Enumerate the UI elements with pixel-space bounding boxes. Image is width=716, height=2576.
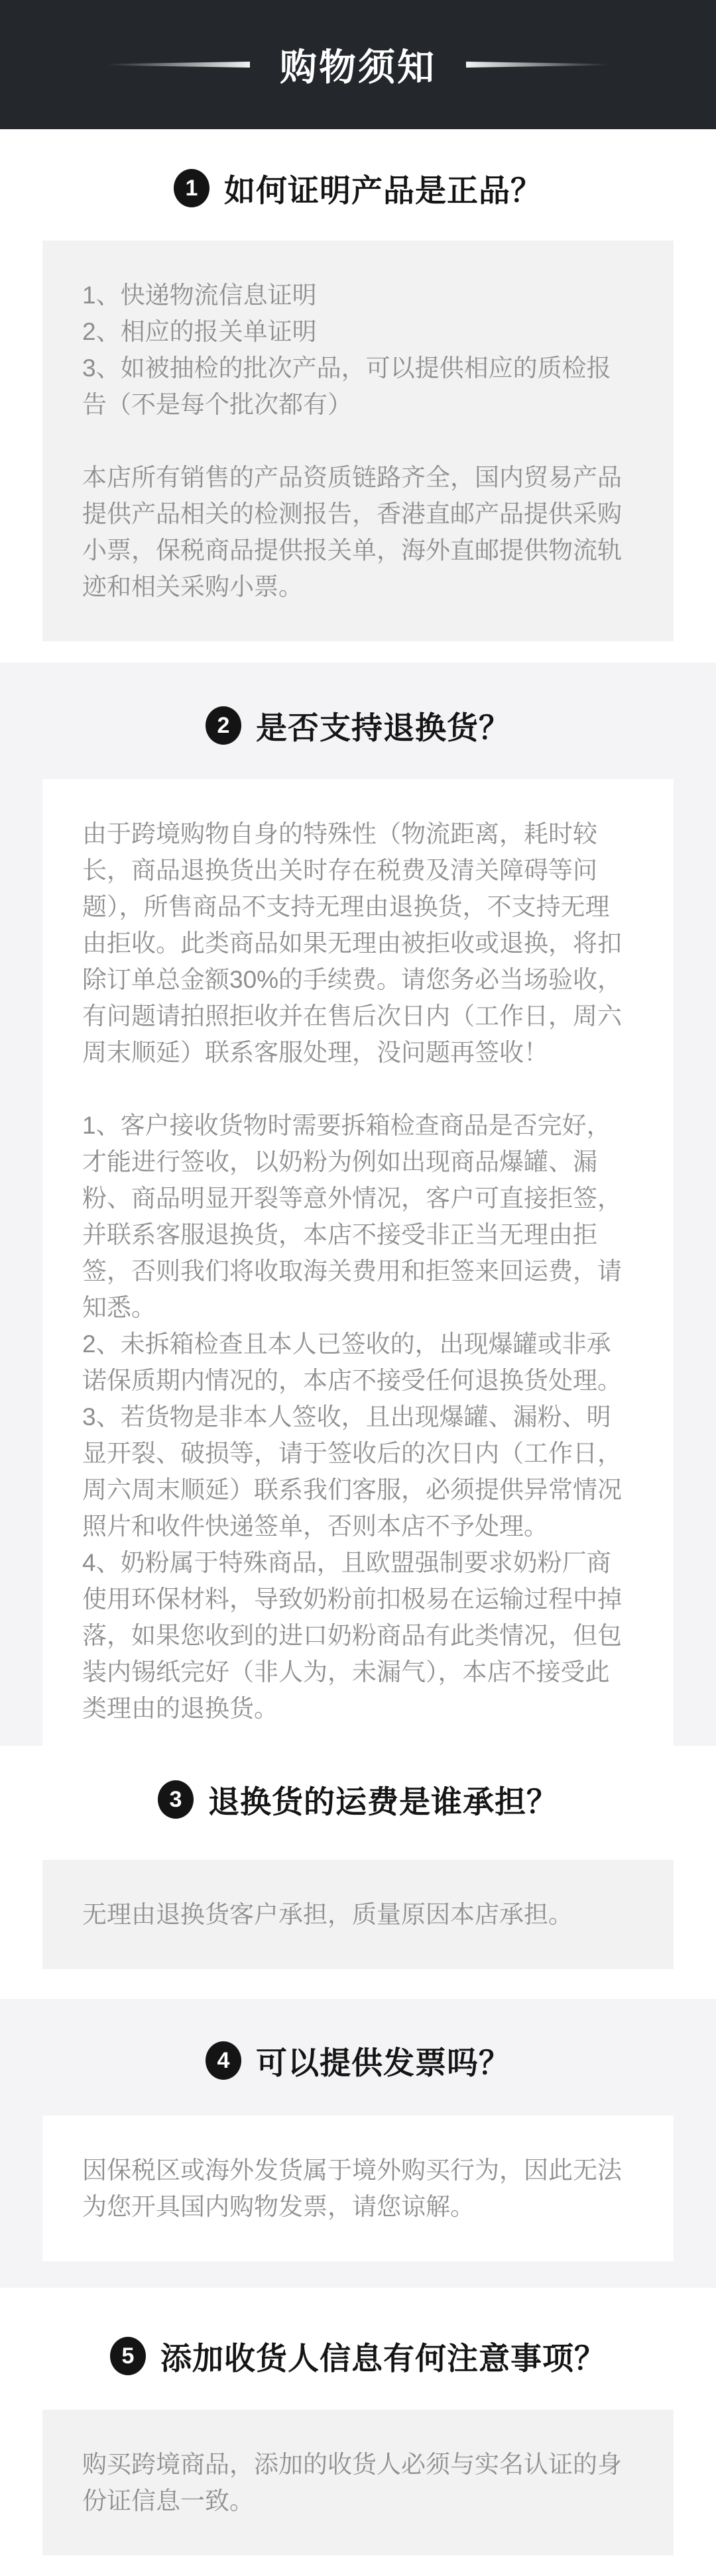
- answer-box: [42, 779, 674, 1746]
- paragraph-spacer: [82, 423, 634, 459]
- section-authenticity: [0, 129, 716, 663]
- question-heading: [0, 1779, 716, 1820]
- section-returns: [0, 663, 716, 1746]
- decorative-line-left: [107, 62, 250, 68]
- question-text: 如何证明产品是正品？: [224, 172, 542, 208]
- answer-paragraph: 4、奶粉属于特殊商品，且欧盟强制要求奶粉厂商使用环保材料，导致奶粉前扣极易在运输过程中掉落，如果您收到的进口奶粉商品有此类情况，但包装内锡纸完好（非人为，未漏气），本店不接受此类理由的退换货。: [82, 1549, 622, 1722]
- number-badge: 4: [206, 2041, 241, 2080]
- section-invoice: [0, 1999, 716, 2288]
- number-badge: 5: [110, 2337, 146, 2375]
- question-text: 是否支持退换货？: [256, 710, 510, 745]
- answer-paragraph: 2、未拆箱检查且本人已签收的，出现爆罐或非承诺保质期内情况的，本店不接受任何退换货处理。: [82, 1330, 622, 1394]
- question-heading: [0, 705, 716, 746]
- answer-paragraph: 本店所有销售的产品资质链路齐全，国内贸易产品提供产品相关的检测报告，香港直邮产品提供采购小票，保税商品提供报关单，海外直邮提供物流轨迹和相关采购小票。: [82, 464, 622, 600]
- answer-paragraph: 因保税区或海外发货属于境外购买行为，因此无法为您开具国内购物发票，请您谅解。: [82, 2157, 622, 2220]
- question-text: 添加收货人信息有何注意事项？: [160, 2340, 606, 2376]
- answer-box: [42, 2410, 674, 2555]
- answer-paragraph: 3、如被抽检的批次产品，可以提供相应的质检报告（不是每个批次都有）: [82, 354, 611, 418]
- answer-paragraph: 1、客户接收货物时需要拆箱检查商品是否完好，才能进行签收，以奶粉为例如出现商品爆罐、漏粉、商品明显开裂等意外情况，客户可直接拒签，并联系客服退换货，本店不接受非正当无理由拒签，否则我们将收取海关费用和拒签来回运费，请知悉。: [82, 1112, 622, 1321]
- decorative-line-right: [466, 62, 609, 68]
- question-heading: [0, 2040, 716, 2081]
- answer-box: [42, 2116, 674, 2261]
- section-recipient-info: [0, 2288, 716, 2576]
- answer-paragraph: 由于跨境购物自身的特殊性（物流距离，耗时较长，商品退换货出关时存在税费及清关障碍等问题），所售商品不支持无理由退换货，不支持无理由拒收。此类商品如果无理由被拒收或退换，将扣除订单总金额30%的手续费。请您务必当场验收，有问题请拍照拒收并在售后次日内（工作日，周六周末顺延）联系客服处理，没问题再签收！: [82, 820, 623, 1066]
- question-heading: [0, 168, 716, 209]
- answer-box: [42, 1860, 674, 1969]
- answer-paragraph: 购买跨境商品，添加的收货人必须与实名认证的身份证信息一致。: [82, 2451, 622, 2514]
- question-text: 可以提供发票吗？: [256, 2045, 510, 2080]
- paragraph-spacer: [82, 1071, 634, 1107]
- number-badge: 2: [206, 706, 241, 745]
- answer-paragraph: 3、若货物是非本人签收，且出现爆罐、漏粉、明显开裂、破损等，请于签收后的次日内（工作日，周六周末顺延）联系我们客服，必须提供异常情况照片和收件快递签单，否则本店不予处理。: [82, 1403, 622, 1540]
- section-shipping-fee: [0, 1746, 716, 1999]
- answer-paragraph: 1、快递物流信息证明: [82, 282, 317, 309]
- number-badge: 3: [158, 1780, 194, 1819]
- answer-paragraph: 无理由退换货客户承担，质量原因本店承担。: [82, 1901, 573, 1928]
- page-title: 购物须知: [280, 46, 436, 88]
- answer-paragraph: 2、相应的报关单证明: [82, 318, 317, 345]
- page-header: [0, 0, 716, 129]
- answer-box: [42, 241, 674, 641]
- question-heading: [0, 2335, 716, 2377]
- number-badge: 1: [174, 169, 209, 207]
- question-text: 退换货的运费是谁承担？: [208, 1784, 558, 1819]
